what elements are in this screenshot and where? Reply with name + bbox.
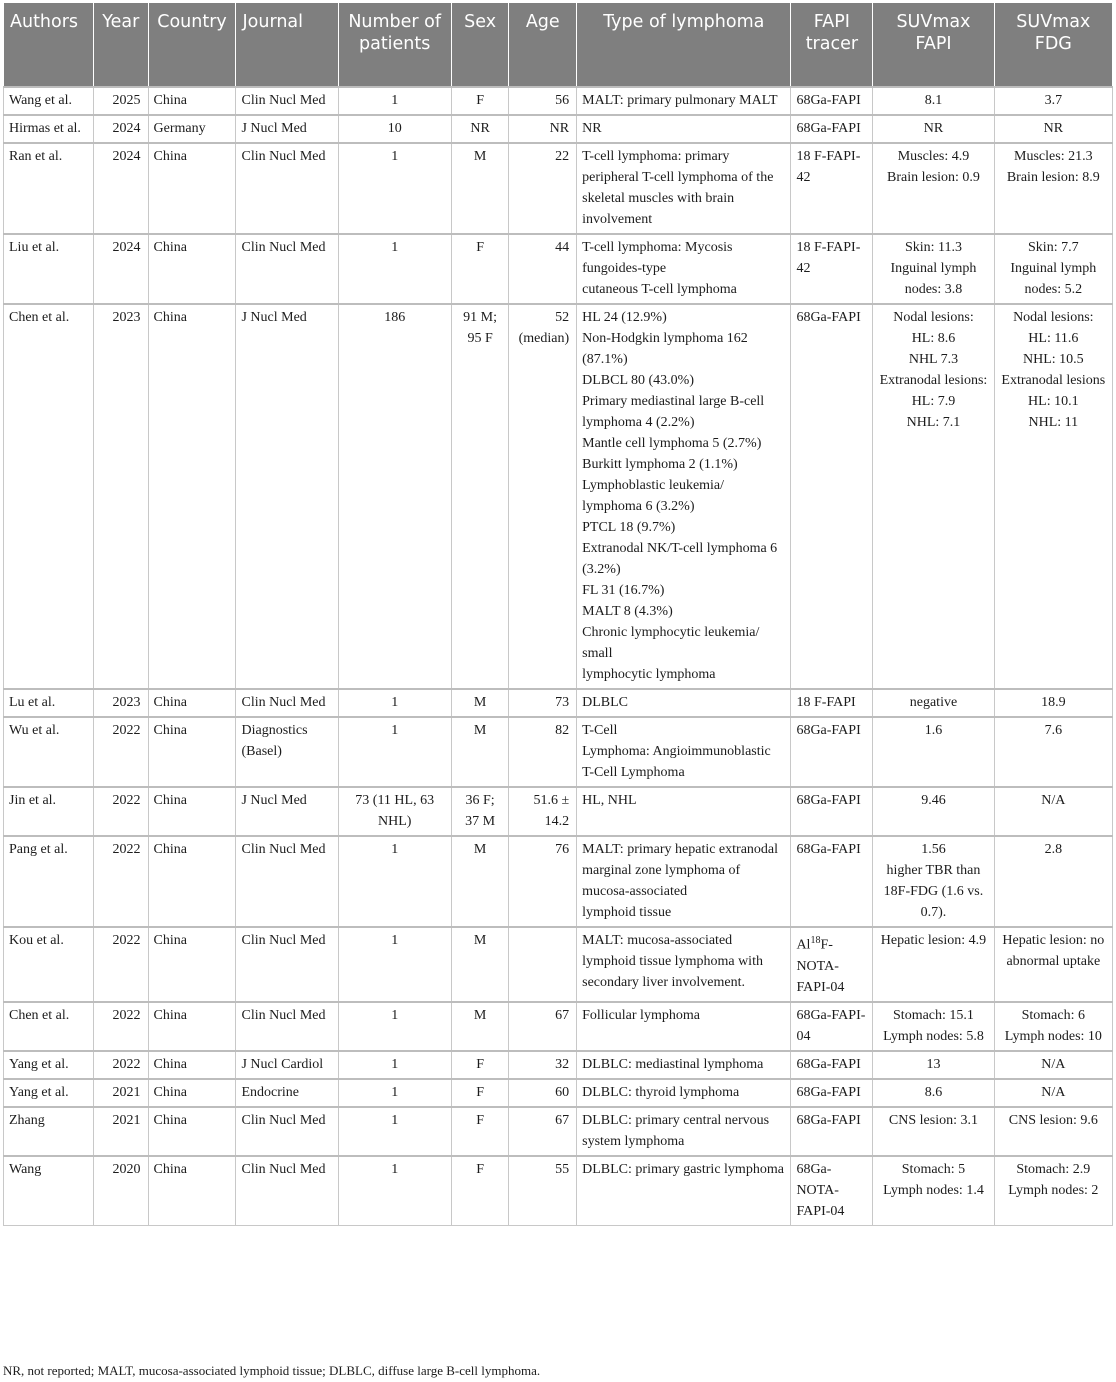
- cell-age: 60: [509, 1079, 577, 1107]
- cell-line: Mantle cell lymphoma 5 (2.7%): [582, 436, 762, 451]
- cell-journal: Clin Nucl Med: [236, 1107, 338, 1156]
- cell-sex: M: [451, 689, 509, 717]
- cell-journal: Clin Nucl Med: [236, 1002, 338, 1051]
- cell-authors: Pang et al.: [4, 836, 94, 927]
- cell-type: [577, 304, 791, 689]
- cell-age: [509, 927, 577, 1002]
- cell-year: 2024: [93, 234, 148, 304]
- cell-line: Lymph nodes: 2: [1008, 1182, 1099, 1198]
- cell-line: Muscles: 21.3: [1014, 149, 1093, 164]
- cell-suv-fapi: 8.6: [873, 1079, 994, 1107]
- cell-tracer: 68Ga-FAPI: [791, 1107, 873, 1156]
- cell-line: T-cell lymphoma: Mycosis fungoides-type: [582, 240, 733, 276]
- cell-country: China: [148, 1156, 236, 1226]
- cell-journal: Clin Nucl Med: [236, 87, 338, 115]
- cell-patients: 1: [338, 234, 451, 304]
- cell-journal: Clin Nucl Med: [236, 143, 338, 234]
- cell-age: 22: [509, 143, 577, 234]
- cell-line: cutaneous T-cell lymphoma: [582, 282, 737, 297]
- cell-suv-fapi: Hepatic lesion: 4.9: [873, 927, 994, 1002]
- column-header-age: Age: [509, 3, 577, 88]
- table-row: [4, 304, 1113, 689]
- column-header-type: Type of lymphoma: [577, 3, 791, 88]
- cell-line: higher TBR than 18F-FDG (1.6 vs. 0.7).: [883, 863, 984, 920]
- cell-age: 55: [509, 1156, 577, 1226]
- cell-patients: 1: [338, 143, 451, 234]
- cell-suv-fdg: [994, 143, 1112, 234]
- cell-patients: 1: [338, 717, 451, 787]
- cell-authors: Wang: [4, 1156, 94, 1226]
- cell-line: Stomach: 2.9: [1016, 1161, 1091, 1177]
- cell-patients: 1: [338, 836, 451, 927]
- cell-tracer: 68Ga-FAPI: [791, 717, 873, 787]
- cell-line: Brain lesion: 0.9: [887, 170, 980, 185]
- column-header-year: Year: [93, 3, 148, 88]
- cell-age: 67: [509, 1107, 577, 1156]
- cell-journal: Clin Nucl Med: [236, 689, 338, 717]
- cell-journal: Diagnostics (Basel): [236, 717, 338, 787]
- cell-journal: Endocrine: [236, 1079, 338, 1107]
- cell-sex: 36 F; 37 M: [451, 787, 509, 836]
- cell-age: 67: [509, 1002, 577, 1051]
- cell-tracer: 68Ga-FAPI: [791, 1079, 873, 1107]
- cell-authors: Wang et al.: [4, 87, 94, 115]
- cell-line: NHL: 11: [1028, 415, 1079, 430]
- cell-sex: F: [451, 1051, 509, 1079]
- cell-authors: Liu et al.: [4, 234, 94, 304]
- cell-line: Lymphoblastic leukemia/ lymphoma 6 (3.2%): [582, 478, 725, 514]
- cell-authors: Wu et al.: [4, 717, 94, 787]
- cell-type: T-cell lymphoma: primary peripheral T-cell lymphoma of the skeletal muscles with brain involvement: [577, 143, 791, 234]
- cell-patients: 1: [338, 927, 451, 1002]
- cell-age: 82: [509, 717, 577, 787]
- cell-type: MALT: primary pulmonary MALT: [577, 87, 791, 115]
- cell-age: 52 (median): [509, 304, 577, 689]
- cell-year: 2022: [93, 787, 148, 836]
- cell-type: HL, NHL: [577, 787, 791, 836]
- cell-type: [577, 717, 791, 787]
- table-header: [4, 3, 1113, 88]
- cell-suv-fapi: 13: [873, 1051, 994, 1079]
- cell-authors: Chen et al.: [4, 1002, 94, 1051]
- cell-tracer: 18 F-FAPI: [791, 689, 873, 717]
- cell-line: Stomach: 5: [901, 1161, 966, 1177]
- cell-line: MALT 8 (4.3%): [582, 604, 673, 619]
- cell-line: Primary mediastinal large B-cell lymphoma 4 (2.2%): [582, 394, 765, 430]
- cell-line: Extranodal NK/T-cell lymphoma 6 (3.2%): [582, 541, 778, 577]
- cell-tracer: 68Ga-FAPI: [791, 87, 873, 115]
- column-header-tracer: FAPI tracer: [791, 3, 873, 88]
- cell-suv-fapi: [873, 304, 994, 689]
- cell-country: China: [148, 234, 236, 304]
- cell-sex: F: [451, 1107, 509, 1156]
- cell-suv-fapi: [873, 1156, 994, 1226]
- cell-country: China: [148, 87, 236, 115]
- cell-sex: M: [451, 836, 509, 927]
- cell-patients: 1: [338, 1051, 451, 1079]
- table-row: [4, 787, 1113, 836]
- cell-line: HL: 11.6: [1028, 331, 1079, 346]
- cell-age: 44: [509, 234, 577, 304]
- table-footnote: NR, not reported; MALT, mucosa-associated lymphoid tissue; DLBLC, diffuse large B-cell lymphoma.: [3, 1363, 541, 1378]
- cell-line: Extranodal lesions:: [879, 373, 988, 388]
- cell-line: Stomach: 6: [1021, 1007, 1085, 1023]
- cell-line: NHL 7.3: [908, 352, 959, 367]
- cell-line: Brain lesion: 8.9: [1006, 170, 1100, 185]
- table-row: [4, 927, 1113, 1002]
- cell-patients: 73 (11 HL, 63 NHL): [338, 787, 451, 836]
- literature-table: [3, 2, 1113, 1226]
- cell-tracer: 68Ga-FAPI: [791, 787, 873, 836]
- cell-year: 2022: [93, 1051, 148, 1079]
- cell-suv-fdg: N/A: [994, 1079, 1112, 1107]
- cell-tracer: 68Ga-FAPI: [791, 836, 873, 927]
- cell-authors: Chen et al.: [4, 304, 94, 689]
- cell-age: 76: [509, 836, 577, 927]
- cell-line: DLBCL 80 (43.0%): [582, 373, 694, 388]
- cell-line: Stomach: 15.1: [893, 1007, 974, 1023]
- cell-tracer: 18 F-FAPI-42: [791, 234, 873, 304]
- cell-line: lymphocytic lymphoma: [582, 667, 716, 682]
- cell-tracer: 68Ga-FAPI: [791, 304, 873, 689]
- cell-tracer: 68Ga-FAPI: [791, 1051, 873, 1079]
- cell-suv-fapi: [873, 234, 994, 304]
- cell-line: Chronic lymphocytic leukemia/ small: [582, 625, 760, 661]
- cell-suv-fdg: CNS lesion: 9.6: [994, 1107, 1112, 1156]
- cell-line: Inguinal lymph nodes: 5.2: [1010, 261, 1097, 297]
- cell-suv-fapi: 8.1: [873, 87, 994, 115]
- cell-authors: Jin et al.: [4, 787, 94, 836]
- cell-journal: Clin Nucl Med: [236, 927, 338, 1002]
- cell-patients: 1: [338, 1079, 451, 1107]
- cell-suv-fdg: 3.7: [994, 87, 1112, 115]
- column-header-suv-fdg: SUVmax FDG: [994, 3, 1112, 88]
- cell-line: HL: 8.6: [911, 331, 956, 346]
- cell-patients: 1: [338, 87, 451, 115]
- cell-year: 2022: [93, 927, 148, 1002]
- cell-year: 2022: [93, 717, 148, 787]
- cell-journal: J Nucl Med: [236, 115, 338, 143]
- cell-line: T-Cell: [582, 723, 618, 738]
- table-body: [4, 87, 1113, 1225]
- cell-country: China: [148, 1002, 236, 1051]
- cell-authors: Yang et al.: [4, 1079, 94, 1107]
- cell-country: China: [148, 1107, 236, 1156]
- cell-sex: NR: [451, 115, 509, 143]
- cell-line: 1.56: [921, 842, 946, 857]
- cell-line: lymphoid tissue: [582, 905, 672, 920]
- cell-journal: J Nucl Med: [236, 787, 338, 836]
- cell-authors: Lu et al.: [4, 689, 94, 717]
- cell-suv-fdg: NR: [994, 115, 1112, 143]
- column-header-sex: Sex: [451, 3, 509, 88]
- cell-patients: 10: [338, 115, 451, 143]
- table-row: [4, 1079, 1113, 1107]
- cell-type: [577, 234, 791, 304]
- cell-age: 51.6 ± 14.2: [509, 787, 577, 836]
- cell-age: 56: [509, 87, 577, 115]
- cell-year: 2022: [93, 836, 148, 927]
- cell-sex: F: [451, 87, 509, 115]
- cell-age: 73: [509, 689, 577, 717]
- cell-year: 2025: [93, 87, 148, 115]
- cell-line: Inguinal lymph nodes: 3.8: [890, 261, 977, 297]
- cell-sex: F: [451, 1156, 509, 1226]
- tracer-suffix: F-NOTA-FAPI-04: [796, 937, 845, 995]
- cell-line: Skin: 7.7: [1028, 240, 1079, 255]
- cell-type: Follicular lymphoma: [577, 1002, 791, 1051]
- cell-authors: Kou et al.: [4, 927, 94, 1002]
- cell-year: 2024: [93, 115, 148, 143]
- table-row: [4, 234, 1113, 304]
- cell-country: China: [148, 304, 236, 689]
- cell-type: DLBLC: primary gastric lymphoma: [577, 1156, 791, 1226]
- cell-journal: J Nucl Med: [236, 304, 338, 689]
- cell-suv-fdg: 7.6: [994, 717, 1112, 787]
- cell-line: Lymph nodes: 5.8: [883, 1028, 984, 1044]
- table-row: [4, 115, 1113, 143]
- cell-patients: 1: [338, 1107, 451, 1156]
- cell-year: 2024: [93, 143, 148, 234]
- cell-suv-fdg: [994, 304, 1112, 689]
- cell-suv-fapi: [873, 143, 994, 234]
- cell-patients: 1: [338, 1156, 451, 1226]
- cell-line: Skin: 11.3: [904, 240, 962, 255]
- cell-country: China: [148, 1051, 236, 1079]
- cell-tracer: [791, 927, 873, 1002]
- table-row: [4, 717, 1113, 787]
- cell-journal: Clin Nucl Med: [236, 234, 338, 304]
- cell-type: DLBLC: mediastinal lymphoma: [577, 1051, 791, 1079]
- cell-country: China: [148, 927, 236, 1002]
- cell-suv-fdg: 2.8: [994, 836, 1112, 927]
- cell-type: DLBLC: thyroid lymphoma: [577, 1079, 791, 1107]
- cell-year: 2021: [93, 1107, 148, 1156]
- column-header-suv-fapi: SUVmax FAPI: [873, 3, 994, 88]
- column-header-authors: Authors: [4, 3, 94, 88]
- cell-patients: 1: [338, 1002, 451, 1051]
- table-row: [4, 143, 1113, 234]
- cell-line: PTCL 18 (9.7%): [582, 520, 676, 535]
- cell-line: Muscles: 4.9: [897, 149, 970, 164]
- cell-suv-fdg: [994, 234, 1112, 304]
- cell-type: DLBLC: [577, 689, 791, 717]
- cell-suv-fdg: 18.9: [994, 689, 1112, 717]
- cell-age: NR: [509, 115, 577, 143]
- cell-line: Extranodal lesions: [1001, 373, 1106, 388]
- cell-sex: F: [451, 234, 509, 304]
- cell-country: Germany: [148, 115, 236, 143]
- cell-suv-fdg: [994, 1156, 1112, 1226]
- cell-patients: 1: [338, 689, 451, 717]
- cell-suv-fapi: CNS lesion: 3.1: [873, 1107, 994, 1156]
- cell-tracer: 68Ga-FAPI: [791, 115, 873, 143]
- cell-suv-fdg: Hepatic lesion: no abnormal uptake: [994, 927, 1112, 1002]
- cell-suv-fapi: NR: [873, 115, 994, 143]
- cell-line: MALT: primary hepatic extranodal marginal zone lymphoma of mucosa-associated: [582, 842, 779, 899]
- cell-authors: Zhang: [4, 1107, 94, 1156]
- cell-suv-fdg: N/A: [994, 1051, 1112, 1079]
- cell-line: Nodal lesions:: [1013, 310, 1094, 325]
- cell-suv-fdg: [994, 1002, 1112, 1051]
- tracer-prefix: Al: [796, 937, 811, 953]
- cell-suv-fapi: negative: [873, 689, 994, 717]
- cell-line: HL: 7.9: [911, 394, 956, 409]
- cell-line: Lymph nodes: 1.4: [883, 1182, 984, 1198]
- column-header-patients: Number of patients: [338, 3, 451, 88]
- cell-tracer: 68Ga-NOTA-FAPI-04: [791, 1156, 873, 1226]
- cell-sex: M: [451, 1002, 509, 1051]
- table-row: [4, 689, 1113, 717]
- table-row: [4, 87, 1113, 115]
- cell-year: 2023: [93, 689, 148, 717]
- cell-year: 2023: [93, 304, 148, 689]
- cell-tracer: 18 F-FAPI-42: [791, 143, 873, 234]
- cell-sex: M: [451, 717, 509, 787]
- table-row: [4, 1002, 1113, 1051]
- cell-line: Nodal lesions:: [893, 310, 974, 325]
- tracer-isotope-superscript: 18: [810, 935, 821, 946]
- cell-year: 2020: [93, 1156, 148, 1226]
- cell-year: 2021: [93, 1079, 148, 1107]
- cell-suv-fapi: [873, 836, 994, 927]
- cell-sex: F: [451, 1079, 509, 1107]
- cell-country: China: [148, 836, 236, 927]
- cell-type: [577, 836, 791, 927]
- cell-tracer: 68Ga-FAPI-04: [791, 1002, 873, 1051]
- cell-suv-fdg: N/A: [994, 787, 1112, 836]
- cell-suv-fapi: 1.6: [873, 717, 994, 787]
- cell-country: China: [148, 787, 236, 836]
- cell-authors: Yang et al.: [4, 1051, 94, 1079]
- cell-journal: J Nucl Cardiol: [236, 1051, 338, 1079]
- cell-suv-fapi: [873, 1002, 994, 1051]
- cell-line: Lymph nodes: 10: [1004, 1028, 1102, 1044]
- cell-suv-fapi: 9.46: [873, 787, 994, 836]
- column-header-country: Country: [148, 3, 236, 88]
- cell-authors: Hirmas et al.: [4, 115, 94, 143]
- cell-type: NR: [577, 115, 791, 143]
- cell-patients: 186: [338, 304, 451, 689]
- cell-country: China: [148, 143, 236, 234]
- cell-country: China: [148, 717, 236, 787]
- cell-type: MALT: mucosa-associated lymphoid tissue lymphoma with secondary liver involvement.: [577, 927, 791, 1002]
- cell-sex: M: [451, 927, 509, 1002]
- cell-authors: Ran et al.: [4, 143, 94, 234]
- header-row: [4, 3, 1113, 88]
- cell-sex: M: [451, 143, 509, 234]
- table-row: [4, 1156, 1113, 1226]
- cell-line: HL 24 (12.9%): [582, 310, 667, 325]
- cell-year: 2022: [93, 1002, 148, 1051]
- cell-line: FL 31 (16.7%): [582, 583, 665, 598]
- cell-line: NHL: 7.1: [906, 415, 961, 430]
- cell-age: 32: [509, 1051, 577, 1079]
- cell-line: Burkitt lymphoma 2 (1.1%): [582, 457, 738, 472]
- cell-sex: 91 M; 95 F: [451, 304, 509, 689]
- cell-journal: Clin Nucl Med: [236, 836, 338, 927]
- column-header-journal: Journal: [236, 3, 338, 88]
- table-row: [4, 836, 1113, 927]
- cell-journal: Clin Nucl Med: [236, 1156, 338, 1226]
- cell-type: DLBLC: primary central nervous system lymphoma: [577, 1107, 791, 1156]
- cell-country: China: [148, 1079, 236, 1107]
- cell-line: Non-Hodgkin lymphoma 162 (87.1%): [582, 331, 748, 367]
- cell-line: HL: 10.1: [1028, 394, 1079, 409]
- table-row: [4, 1051, 1113, 1079]
- cell-line: NHL: 10.5: [1022, 352, 1084, 367]
- cell-line: Lymphoma: Angioimmunoblastic T-Cell Lymphoma: [582, 744, 771, 780]
- cell-country: China: [148, 689, 236, 717]
- table-row: [4, 1107, 1113, 1156]
